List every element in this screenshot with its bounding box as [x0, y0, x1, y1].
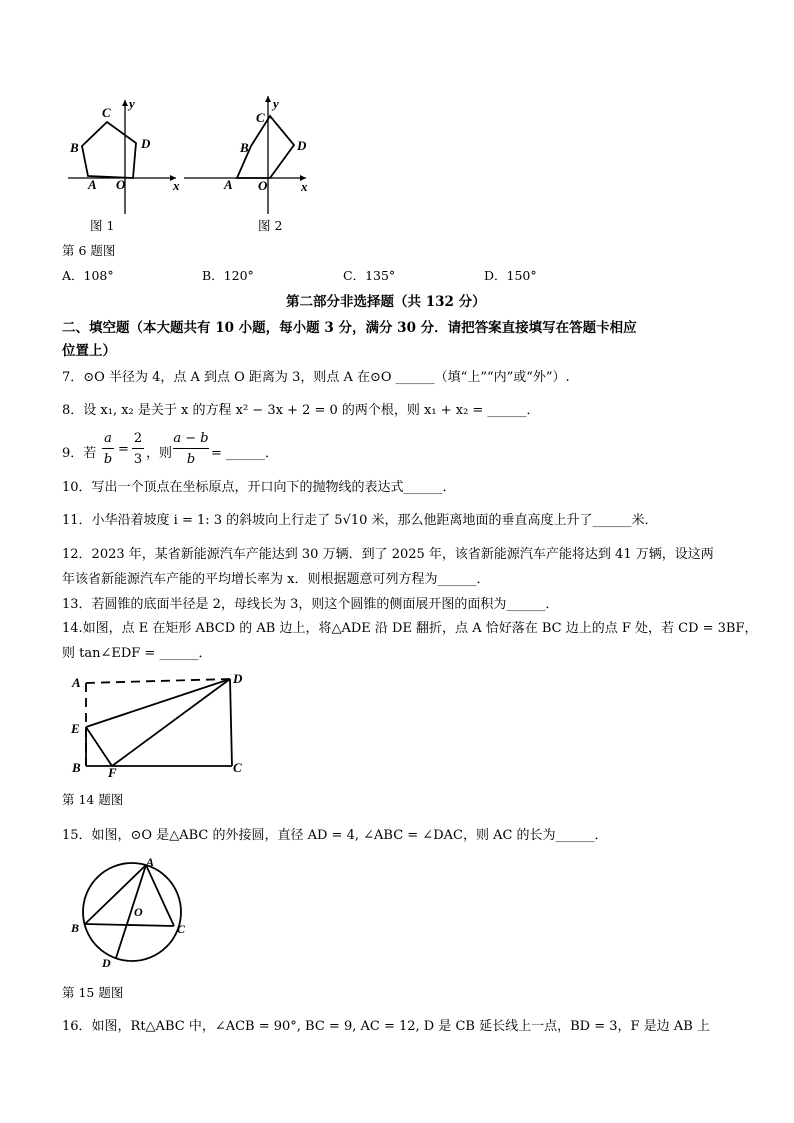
- label-D: D: [141, 136, 151, 151]
- q9-frac1-num: a: [104, 431, 112, 446]
- label-y: y: [273, 96, 279, 111]
- label-C: C: [233, 760, 242, 775]
- label-B: B: [240, 140, 249, 155]
- label-E: E: [71, 721, 80, 736]
- q9-frac1-den: b: [103, 452, 113, 467]
- label-B: B: [70, 140, 79, 155]
- part2-heading: 第二部分非选择题（共 132 分）: [286, 294, 486, 310]
- q9-equals: =: [118, 442, 129, 457]
- question-14-line2: 则 tan∠EDF = ______．: [62, 646, 212, 661]
- question-10: 10．写出一个顶点在坐标原点，开口向下的抛物线的表达式______．: [62, 480, 456, 495]
- label-D: D: [233, 671, 243, 686]
- section-instructions-line1: 二、填空题（本大题共有 10 小题，每小题 3 分，满分 30 分．请把答案直接填写在答题卡相应: [62, 320, 637, 336]
- label-x: x: [301, 179, 308, 194]
- question-12-line1: 12．2023 年，某省新能源汽车产能达到 30 万辆．到了 2025 年，该省新能源汽车产能将达到 41 万辆，设这两: [62, 547, 714, 562]
- question-12-line2: 年该省新能源汽车产能的平均增长率为 x．则根据题意可列方程为______．: [62, 572, 490, 587]
- q9-frac3-den: b: [186, 452, 196, 467]
- label-D: D: [297, 138, 307, 153]
- q9-mid: ，则: [146, 446, 173, 461]
- label-C: C: [256, 110, 265, 125]
- q6-choice-c: C．135°: [343, 268, 396, 283]
- q6-choice-d: D．150°: [484, 268, 537, 283]
- question-7: 7．⊙O 半径为 4，点 A 到点 O 距离为 3，则点 A 在⊙O ______（填“上”“内”或“外”）.: [62, 370, 570, 385]
- label-B: B: [71, 921, 80, 935]
- q9-frac2-den: 3: [133, 452, 143, 467]
- label-D: D: [102, 956, 111, 970]
- question-14-line1: 14.如图，点 E 在矩形 ABCD 的 AB 边上，将△ADE 沿 DE 翻折，点 A 恰好落在 BC 边上的点 F 处，若 CD = 3BF，: [62, 621, 758, 636]
- question-15: 15．如图，⊙O 是△ABC 的外接圆，直径 AD = 4, ∠ABC = ∠DAC，则 AC 的长为______．: [62, 828, 608, 843]
- label-A: A: [88, 177, 97, 192]
- label-A: A: [146, 855, 155, 869]
- label-A: A: [72, 675, 81, 690]
- label-O: O: [258, 178, 268, 193]
- label-O: O: [116, 177, 126, 192]
- label-C: C: [102, 105, 111, 120]
- q14-figure-caption: 第 14 题图: [62, 792, 124, 807]
- q6-choice-a: A．108°: [62, 268, 114, 283]
- section-instructions-line2: 位置上）: [62, 343, 116, 359]
- segment-BC: [85, 924, 174, 926]
- q9-suffix: = ______．: [211, 446, 279, 461]
- question-8: 8．设 x₁, x₂ 是关于 x 的方程 x² − 3x + 2 = 0 的两个根，则 x₁ + x₂ = ______．: [62, 403, 540, 418]
- question-16: 16．如图，Rt△ABC 中，∠ACB = 90°, BC = 9, AC = 12, D 是 CB 延长线上一点，BD = 3，F 是边 AB 上: [62, 1019, 710, 1034]
- q6-fig1-caption: 图 1: [90, 218, 115, 233]
- q6-fig2-caption: 图 2: [258, 218, 283, 233]
- q9-frac3-num: a − b: [173, 431, 209, 446]
- label-C: C: [177, 922, 186, 936]
- q6-figure-title: 第 6 题图: [62, 243, 116, 258]
- segment-AC: [146, 865, 174, 926]
- q15-figure-caption: 第 15 题图: [62, 985, 124, 1000]
- label-A: A: [224, 177, 233, 192]
- label-x: x: [173, 178, 180, 193]
- q6-choice-b: B．120°: [202, 268, 254, 283]
- question-13: 13．若圆锥的底面半径是 2，母线长为 3，则这个圆锥的侧面展开图的面积为______．: [62, 597, 559, 612]
- q9-frac2-num: 2: [133, 431, 143, 446]
- question-9-prefix: 9．若: [62, 446, 97, 461]
- label-y: y: [129, 96, 135, 111]
- label-B: B: [72, 760, 81, 775]
- question-11: 11．小华沿着坡度 i = 1: 3 的斜坡向上行走了 5√10 米，那么他距离地面的垂直高度上升了______米．: [62, 513, 658, 528]
- label-O: O: [134, 905, 143, 919]
- label-F: F: [108, 765, 117, 780]
